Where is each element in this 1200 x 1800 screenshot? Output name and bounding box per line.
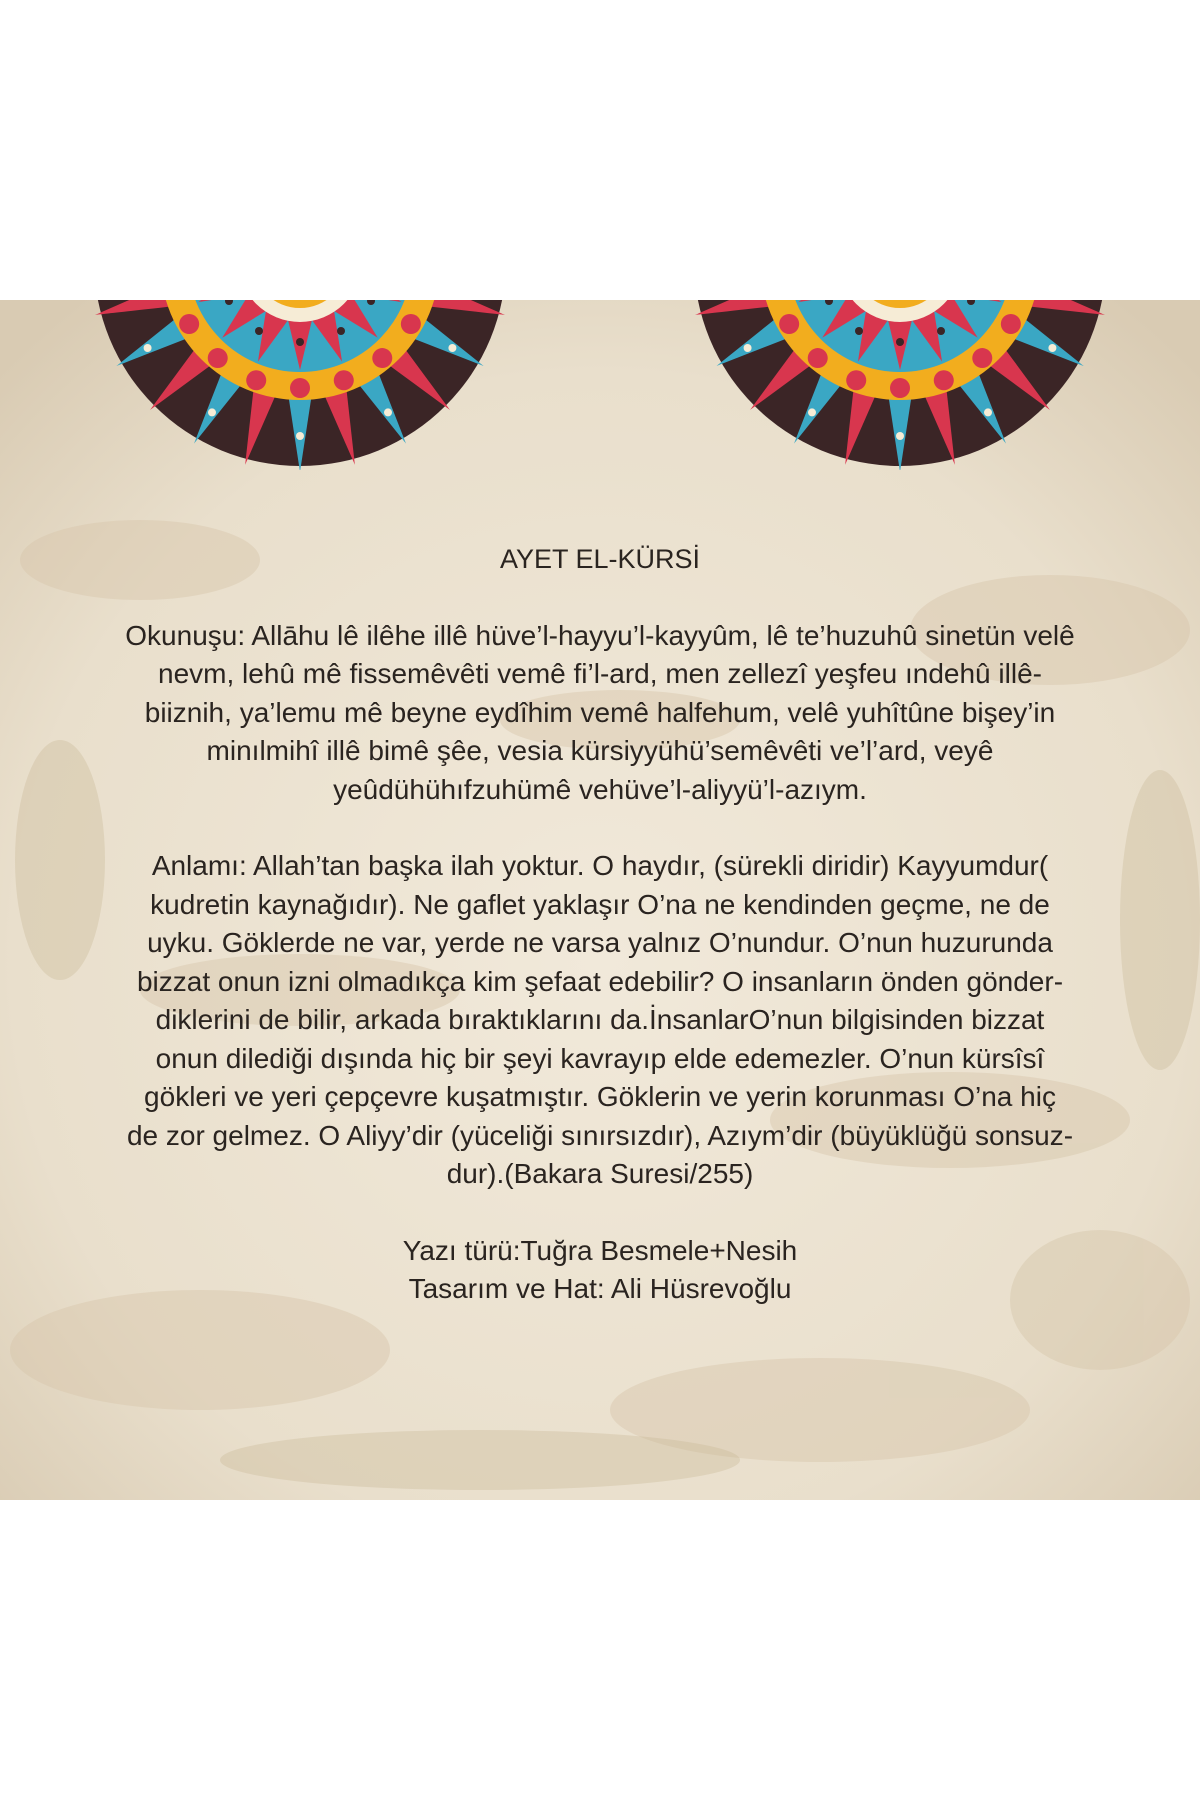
title-heading: AYET EL-KÜRSİ (499, 544, 701, 574)
parchment-card (0, 300, 1200, 1500)
meaning-paragraph: Anlamı: Allah’tan başka ilah yoktur. O haydır, (sürekli diridir) Kayyumdur( kudretin kaynağıdır). Ne gaflet yaklaşır O’na ne kendinden geçme, ne de uyku. Göklerde ne var, yerde ne varsa yalnız O’nundur. O’nun huzurunda bizzat onun izni olmadıkça kim şefaat edebilir? O insanların önden gönder- diklerini de bilir, arkada bıraktıklarını da.İnsanlarO’nun bilgisinden bizzat onun dilediği dışında hiç bir şeyi kavrayıp elde edemezler. O’nun kürsîsî gökleri ve yeri çepçevre kuşatmıştır. Göklerin ve yerin korunması O’na hiç de zor gelmez. O Aliyy’dir (yüceliği sınırsızdır), Azıym’dir (büyüklüğü sonsuz- dur).(Bakara Suresi/255) (126, 850, 1074, 1189)
mandala-ornament-right (600, 300, 1200, 470)
mandala-ornament-left (0, 300, 600, 470)
script-type-credit: Yazı türü:Tuğra Besmele+Nesih (402, 1234, 798, 1266)
mandala-right-graphic (600, 300, 1200, 470)
reading-paragraph: Okunuşu: Allāhu lê ilêhe illê hüve’l-hayyu’l-kayyûm, lê te’huzuhû sinetün velê nevm, lehû mê fissemêvêti vemê fi’l-ard, men zellezî yeşfeu ındehû illê- biiznih, ya’lemu mê beyne eydîhim vemê halfehum, velê yuhîtûne bişey’in minılmihî illê bimê şêe, vesia kürsiyyühü’semêvêti ve’l’ard, veyê yeûdühühıfzuhümê vehüve’l-aliyyü’l-azıym. (125, 619, 1075, 805)
content-block (80, 540, 1120, 1309)
designer-credit: Tasarım ve Hat: Ali Hüsrevoğlu (408, 1273, 792, 1304)
credits (80, 1232, 1120, 1309)
mandala-left-graphic (0, 300, 600, 470)
